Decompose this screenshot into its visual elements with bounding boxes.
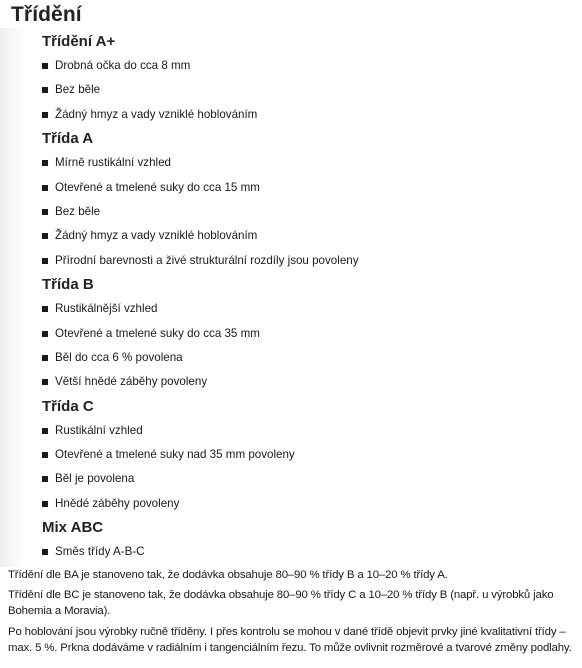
list-item <box>0 443 582 467</box>
list-item-text: Drobná očka do cca 8 mm <box>55 59 191 72</box>
list-item <box>0 540 582 564</box>
grading-sections <box>0 30 582 565</box>
square-bullet-icon <box>42 331 48 337</box>
list-item-text: Mírně rustikální vzhled <box>55 156 171 170</box>
square-bullet-icon <box>42 233 48 239</box>
list-item-text: Směs třídy A-B-C <box>55 545 145 559</box>
list-item-text: Otevřené a tmelené suky do cca 15 mm <box>55 180 260 194</box>
list-item <box>0 103 582 127</box>
grade-section <box>0 273 582 395</box>
square-bullet-icon <box>42 112 48 118</box>
list-item-text: Přírodní barevnosti a živé strukturální rozdíly jsou povoleny <box>55 253 359 267</box>
criteria-list <box>0 54 582 127</box>
list-item <box>0 54 582 78</box>
list-item <box>0 297 582 321</box>
grade-section <box>0 127 582 273</box>
grade-section <box>0 30 582 127</box>
square-bullet-icon <box>42 63 48 69</box>
note-paragraph: Třídění dle BC je stanoveno tak, že dodávka obsahuje 80–90 % třídy C a 10–20 % třídy B (např. u výrobků jako Bohemia a Moravia). <box>8 589 554 618</box>
square-bullet-icon <box>42 501 48 507</box>
square-bullet-icon <box>42 355 48 361</box>
list-item <box>0 492 582 516</box>
criteria-list <box>0 151 582 273</box>
list-item-text: Větší hnědé záběhy povoleny <box>55 375 208 389</box>
grade-section <box>0 516 582 564</box>
criteria-list <box>0 297 582 395</box>
square-bullet-icon <box>42 209 48 215</box>
list-item <box>0 200 582 224</box>
section-heading: Mix ABC <box>42 519 104 537</box>
grading-notes <box>8 567 578 660</box>
square-bullet-icon <box>42 160 48 166</box>
square-bullet-icon <box>42 306 48 312</box>
list-item <box>0 176 582 200</box>
section-heading: Třída A <box>42 130 94 148</box>
square-bullet-icon <box>42 549 48 555</box>
square-bullet-icon <box>42 258 48 264</box>
list-item-text: Běl do cca 6 % povolena <box>55 350 183 364</box>
list-item-text: Otevřené a tmelené suky nad 35 mm povoleny <box>55 448 295 462</box>
section-heading: Třída C <box>42 397 94 415</box>
section-heading: Třída B <box>42 276 94 294</box>
section-heading: Třídění A+ <box>42 33 116 50</box>
list-item <box>0 322 582 346</box>
square-bullet-icon <box>42 185 48 191</box>
list-item <box>0 467 582 491</box>
list-item-text: Rustikální vzhled <box>55 423 143 437</box>
list-item-text: Bez běle <box>55 204 101 218</box>
note-paragraph: Po hoblování jsou výrobky ručně tříděny. I přes kontrolu se mohou v dané třídě objevit prvky jiné kvalitativní třídy – max. 5 %. Prkna dodáváme v radiálním i tangenciálním řezu. To může ovlivnit rozměrové a tvarové změny podlahy. <box>8 625 572 654</box>
note-paragraph: Třídění dle BA je stanoveno tak, že dodávka obsahuje 80–90 % třídy B a 10–20 % třídy A. <box>8 569 448 581</box>
grade-section <box>0 395 582 517</box>
list-item <box>0 78 582 102</box>
square-bullet-icon <box>42 452 48 458</box>
list-item-text: Otevřené a tmelené suky do cca 35 mm <box>55 326 260 340</box>
page-title: Třídění <box>11 3 82 26</box>
square-bullet-icon <box>42 87 48 93</box>
list-item <box>0 249 582 273</box>
list-item <box>0 370 582 394</box>
list-item-text: Hnědé záběhy povoleny <box>55 496 180 510</box>
criteria-list <box>0 540 582 564</box>
square-bullet-icon <box>42 428 48 434</box>
list-item-text: Žádný hmyz a vady vzniklé hoblováním <box>55 107 258 121</box>
list-item-text: Rustikálnější vzhled <box>55 302 158 316</box>
list-item <box>0 346 582 370</box>
list-item-text: Běl je povolena <box>55 472 135 486</box>
list-item <box>0 151 582 175</box>
criteria-list <box>0 419 582 517</box>
list-item-text: Bez běle <box>55 83 101 97</box>
list-item-text: Žádný hmyz a vady vzniklé hoblováním <box>55 229 258 243</box>
list-item <box>0 419 582 443</box>
square-bullet-icon <box>42 476 48 482</box>
square-bullet-icon <box>42 379 48 385</box>
list-item <box>0 224 582 248</box>
